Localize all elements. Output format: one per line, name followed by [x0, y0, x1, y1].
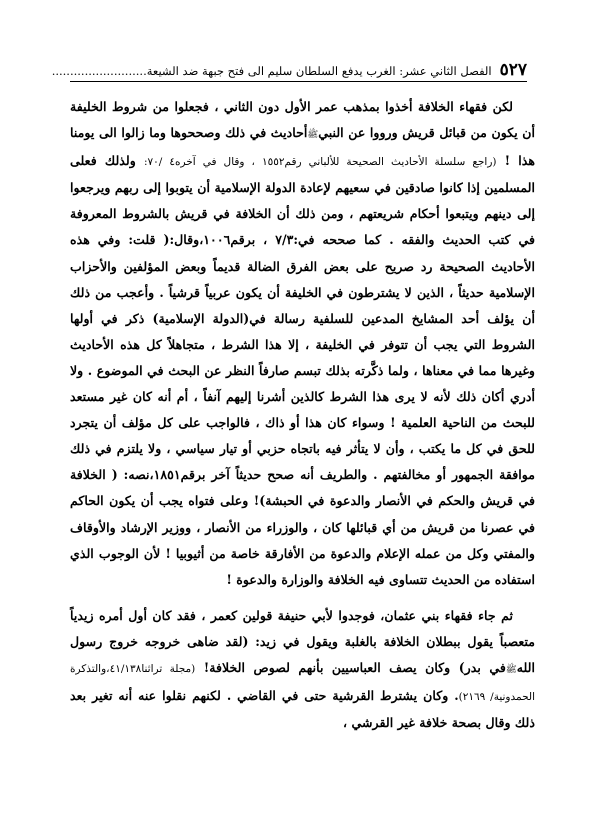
paragraph-1-text-c: ولذلك فعلى المسلمين إذا كانوا صادقين في سعيهم لإعادة الدولة الإسلامية أن يتوبوا إلى ربهم ويرجعوا إلى دينهم ويتبعوا أحكام شريعتهم ، ومن ذلك أن الخلافة في قريش بالشروط المعروفة في كتب الحديث والفقه . كما صححه في:٧/٣ ، برقم١٠٠٦،وقال:( قلت: وفي هذه الأحاديث الصحيحة رد صريح على بعض الفرق الضالة قديماً وبعض المؤلفين والأحزاب الإسلامية حديثاً ، الذين لا يشترطون في الخليفة أن يكون عربياً قرشياً . وأعجب من ذلك أن يؤلف أحد المشايخ المدعين للسلفية رسالة في(الدولة الإسلامية) ذكر في أولها الشروط التي يجب أن تتوفر في الخليفة ، إلا هذا الشرط ، متجاهلاً كل هذه الأحاديث وغيرها مما في معناها ، ولما ذكَّرته بذلك تبسم صارفاً النظر عن البحث في الموضوع . ولا أدري أكان ذلك لأنه لا يرى هذا الشرط كالذين أشرنا إليهم آنفاً ، أم أنه كان غير مستعد للبحث من الناحية العلمية ! وسواء كان هذا أو ذاك ، فالواجب على كل مؤلف أن يتجرد للحق في كل ما يكتب ، وأن لا يتأثر فيه باتجاه حزبي أو تيار سياسي ، ولا يلتزم في ذلك موافقة الجمهور أو مخالفتهم . والطريف أنه صحح حديثاً آخر برقم١٨٥١،نصه: ( الخلافة في قريش والحكم في الأنصار والدعوة في الحبشة)! وعلى فتواه يجب أن يكون الحاكم في عصرنا من قريش من أي قبائلها كان ، والوزراء من الأنصار ، ووزير الإرشاد والأوقاف والمفتي وكل من عمله الإعلام والدعوة من الأفارقة خاصة من أثيوبيا ! لأن الوجوب الذي استفاده من الحديث تتساوى فيه الخلافة والوزارة والدعوة ! [70, 153, 535, 587]
running-header [51, 56, 527, 80]
chapter-title: الفصل الثاني عشر: الغرب يدفع السلطان سليم الى فتح جبهة ضد الشيعة.......................... [51, 64, 492, 78]
salawat-symbol: ﷺ [307, 130, 319, 141]
paragraph-2-text-c: . وكان يشترط القرشية حتى في القاضي [237, 688, 459, 704]
paragraph-1-text-a: لكن فقهاء الخلافة أخذوا بمذهب عمر الأول دون الثاني ، فجعلوا من شروط الخليفة أن يكون من قبائل قريش ورووا عن النبي [70, 99, 535, 141]
page-number: ٥٢٧ [499, 60, 527, 80]
paragraph-1 [70, 94, 535, 593]
paragraph-2 [70, 603, 535, 736]
main-text [70, 94, 535, 736]
header-divider [70, 81, 527, 82]
paragraph-2-text-a: ثم جاء فقهاء بني عثمان، فوجدوا لأبي حنيفة قولين كعمر ، فقد كان أول أمره زيدياً متعصباً يقول ببطلان الخلافة بالغلبة ويقول في زيد: (لقد ضاهى خروجه خروج رسول الله [70, 607, 535, 675]
paragraph-2-text-d: . لكنهم نقلوا عنه أنه تغير بعد ذلك وقال بصحة خلافة غير القرشي ، [70, 688, 535, 731]
inline-citation: (راجع سلسلة الأحاديث الصحيحة للألباني رقم١٥٥٢ ، وقال في آخره٤ /٧٠: [143, 156, 497, 169]
paragraph-2-text-b: في بدر) وكان يصف العباسيين بأنهم لصوص الخلافة! [203, 659, 506, 675]
paragraph-1-text-b: أحاديث في ذلك وصححوها وما زالوا الى يومنا هذا ! [70, 125, 535, 169]
inline-citation: (مجلة تراثنا٤١/١٣٨،والتذكرة الحمدونية/ ٢١٦٩) [70, 662, 535, 704]
salawat-symbol: ﷺ [505, 664, 517, 675]
